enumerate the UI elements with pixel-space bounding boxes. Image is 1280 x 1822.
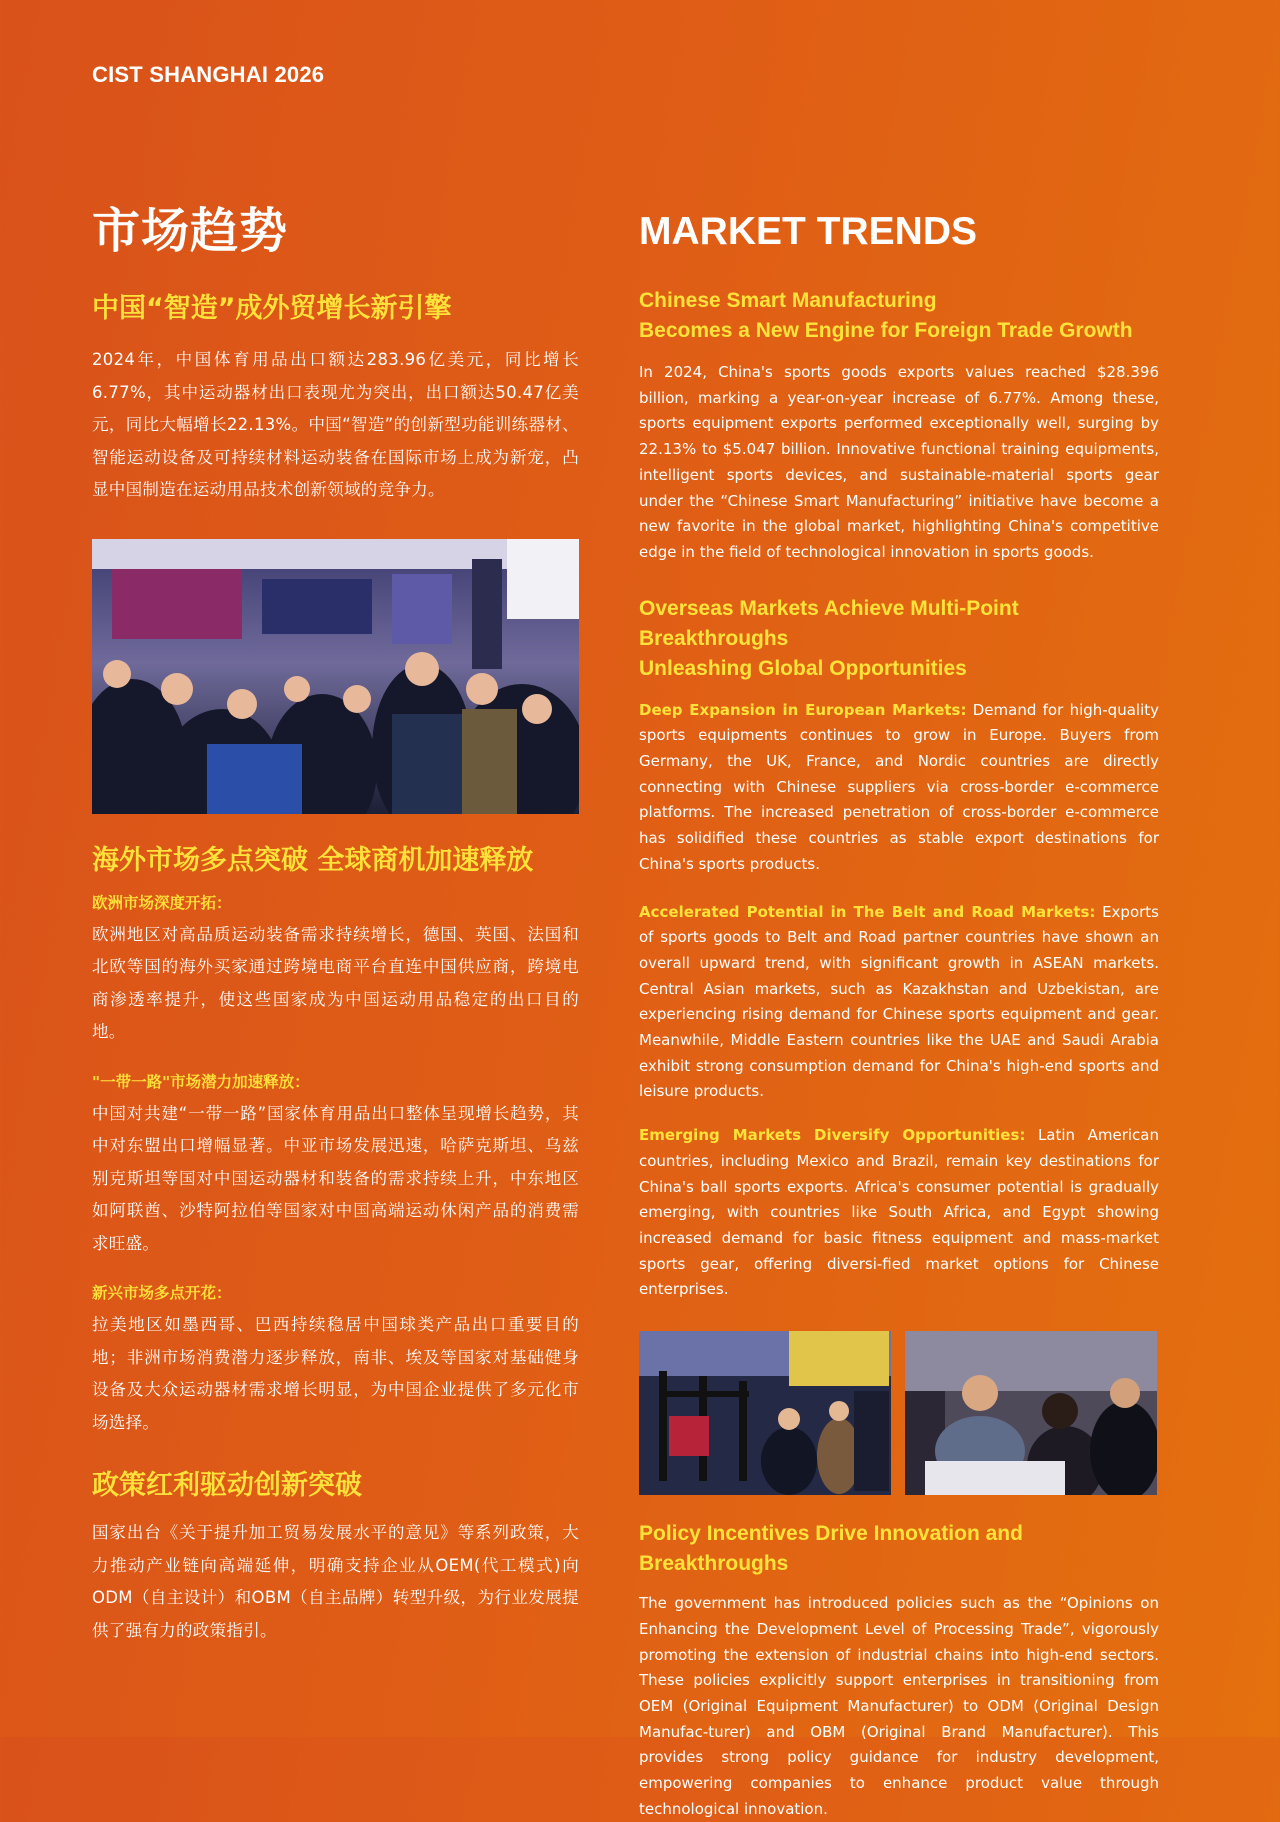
section-heading-policy-cn: 政策红利驱动创新突破 — [92, 1470, 362, 1501]
section-body-policy-cn: 国家出台《关于提升加工贸易发展水平的意见》等系列政策，大力推动产业链向高端延伸，明确支持企业从OEM(代工模式)向ODM（自主设计）和OBM（自主品牌）转型升级，为行业发展提供了强有力的政策指引。 — [92, 1523, 579, 1640]
heading-line-1: Chinese Smart Manufacturing — [639, 289, 937, 312]
heading-line-2: Unleashing Global Opportunities — [639, 656, 967, 680]
text-europe-en: Demand for high-quality sports equipments continues to grow in Europe. Buyers from Germany, the UK, France, and Nordic countries are directly connecting with Chinese suppliers via cross-border e-commerce platforms. The increased penetration of cross-border e-commerce has solidified these countries as stable export destinations for China's sports products. — [639, 700, 1159, 873]
subheading-belt-road-cn: "一带一路"市场潜力加速释放： — [92, 1072, 310, 1091]
body-europe-cn: 欧洲地区对高品质运动装备需求持续增长，德国、英国、法国和北欧等国的海外买家通过跨境电商平台直连中国供应商，跨境电商渗透率提升，使这些国家成为中国运动用品稳定的出口目的地。 — [92, 924, 579, 1041]
lead-belt-road-en: Accelerated Potential in The Belt and Road Markets: — [639, 902, 1096, 921]
expo-crowd-photo — [92, 539, 579, 814]
section-body-smart-manufacturing-cn: 2024年，中国体育用品出口额达283.96亿美元，同比增长6.77%，其中运动器材出口表现尤为突出，出口额达50.47亿美元，同比大幅增长22.13%。中国“智造”的创新型功能训练器材、智能运动设备及可持续材料运动装备在国际市场上成为新宠，凸显中国制造在运动用品技术创新领域的竞争力。 — [92, 350, 579, 499]
page-title-en: MARKET TRENDS — [639, 210, 977, 253]
section-heading-overseas-en — [639, 594, 1159, 684]
text-emerging-en: Latin American countries, including Mexico and Brazil, remain key destinations for China's ball sports exports. Africa's consumer potential is gradually emerging, with countries like South Africa, and Egypt showing increased demand for basic fitness equipment and mass-market sports gear, offering diversi-fied market options for Chinese enterprises. — [639, 1126, 1159, 1299]
section-body-policy-en: The government has introduced policies such as the “Opinions on Enhancing the Development Level of Processing Trade”, vigorously promoting the extension of industrial chains into high-end sectors. These policies explicitly support enterprises in transitioning from OEM (Original Equipment Manufacturer) to ODM (Original Design Manufac-turer) and OBM (Original Brand Manufacturer). This provides strong policy guidance for industry development, empowering companies to enhance product value through technological innovation. — [639, 1594, 1159, 1818]
section-heading-policy-en: Policy Incentives Drive Innovation and Breakthroughs — [639, 1522, 1023, 1576]
subheading-emerging-cn: 新兴市场多点开花： — [92, 1284, 232, 1302]
english-column — [639, 208, 1159, 1822]
heading-line-1: Overseas Markets Achieve Multi-Point Breakthroughs — [639, 596, 1019, 650]
text-belt-road-en: Exports of sports goods to Belt and Road partner countries have shown an overall upward trend, with significant growth in ASEAN markets. Central Asian markets, such as Kazakhstan and Uzbekistan, are experiencing rising demand for Chinese sports equipment and gear. Meanwhile, Middle Eastern countries like the UAE and Saudi Arabia exhibit strong consumption demand for China's high-end sports and leisure products. — [639, 902, 1159, 1101]
section-heading-smart-manufacturing-cn: 中国“智造”成外贸增长新引擎 — [92, 293, 452, 324]
body-emerging-en — [639, 1123, 1159, 1303]
photo-row — [639, 1331, 1159, 1495]
heading-line-2: Becomes a New Engine for Foreign Trade Growth — [639, 319, 1133, 342]
lead-emerging-en: Emerging Markets Diversify Opportunities: — [639, 1126, 1026, 1145]
page-title-cn: 市场趋势 — [92, 203, 289, 259]
business-meeting-photo — [905, 1331, 1157, 1495]
body-emerging-cn: 拉美地区如墨西哥、巴西持续稳居中国球类产品出口重要目的地；非洲市场消费潜力逐步释放，南非、埃及等国家对基础健身设备及大众运动器材需求增长明显，为中国企业提供了多元化市场选择。 — [92, 1315, 579, 1432]
brand-title: CIST SHANGHAI 2026 — [92, 62, 325, 87]
gym-equipment-photo — [639, 1331, 891, 1495]
body-belt-road-en — [639, 900, 1159, 1106]
section-body-smart-manufacturing-en: In 2024, China's sports goods exports values reached $28.396 billion, marking a year-on-year increase of 6.77%. Among these, sports equipment exports performed exceptionally well, surging by 22.13% to $5.047 billion. Innovative functional training equipments, intelligent sports devices, and sustainable-material sports gear under the “Chinese Smart Manufacturing” initiative have become a new favorite in the global market, highlighting China's competitive edge in the field of technological innovation in sports goods. — [639, 363, 1159, 561]
subheading-europe-cn: 欧洲市场深度开拓： — [92, 893, 232, 912]
body-belt-road-cn: 中国对共建“一带一路”国家体育用品出口整体呈现增长趋势，其中对东盟出口增幅显著。中亚市场发展迅速，哈萨克斯坦、乌兹别克斯坦等国对中国运动器材和装备的需求持续上升，中东地区如阿联酋、沙特阿拉伯等国家对中国高端运动休闲产品的消费需求旺盛。 — [92, 1103, 579, 1253]
section-heading-overseas-cn: 海外市场多点突破 全球商机加速释放 — [92, 844, 534, 876]
section-heading-smart-manufacturing-en — [639, 286, 1159, 346]
lead-europe-en: Deep Expansion in European Markets: — [639, 700, 967, 719]
body-europe-en — [639, 698, 1159, 878]
chinese-column — [92, 200, 579, 1647]
